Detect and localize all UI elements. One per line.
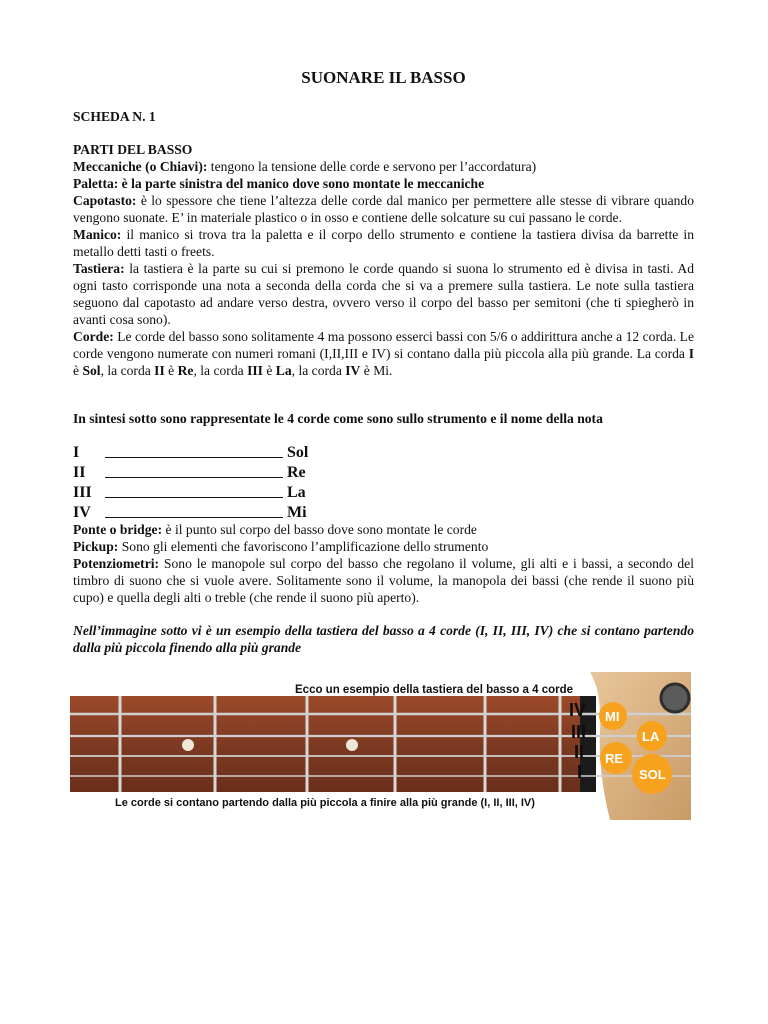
corde-roman-2: II [154,363,165,378]
page-title: SUONARE IL BASSO [301,68,466,87]
corde-note-1: Sol [82,363,101,378]
string-note: Re [287,464,306,481]
pickup-label: Pickup: [73,539,119,554]
parts-section [73,141,694,379]
corde-label: Corde: [73,329,114,344]
summary-text: In sintesi sotto sono rappresentate le 4 corde come sono sullo strumento e il nome della nota [73,411,603,426]
blank-line [105,463,283,478]
meccaniche-text: tengono la tensione delle corde e servono per l’accordatura) [207,159,537,174]
corde-paragraph [73,328,694,379]
fret-marker-dot [346,739,358,751]
note-label-mi: MI [605,709,620,724]
string-row [73,463,308,483]
corde-text: , la corda [291,363,346,378]
potenziometri-label: Potenziometri: [73,556,160,571]
corde-roman-4: IV [345,363,361,378]
tastiera-text: la tastiera è la parte su cui si premono le corde quando si suona lo strumento ed è divisa in tasti. Ad ogni tasto corrisponde una nota a seconda della corda che si va a premere sulla tastiera. Le note sulla tastiera seguono dal capotasto ad andare verso destra, ovvero verso il corpo del basso per semitoni (che ti spiegherò in avanti cosa sono). [73,261,694,327]
string-number: II [73,464,86,481]
section-title: PARTI DEL BASSO [73,142,193,157]
capotasto-paragraph [73,192,694,226]
caption-text: Nell’immagine sotto vi è un esempio della tastiera del basso a 4 corde (I, II, III, IV) che si contano partendo dalla più piccola finendo alla più grande [73,623,694,655]
capotasto-text: è lo spessore che tiene l’altezza delle corde dal manico per permettere alle stesse di vibrare quando vengono suonate. E’ in materiale plastico o in osso e contiene delle solcature su cui passano le corde. [73,193,694,225]
note-label-re: RE [605,751,624,766]
ponte-text: è il punto sul corpo del basso dove sono montate le corde [162,522,477,537]
corde-text: è Mi. [360,363,393,378]
figure-top-label: Ecco un esempio della tastiera del basso a 4 corde [295,684,574,696]
potenziometri-paragraph [73,555,694,606]
corde-roman-3: III [247,363,263,378]
hardware-section [73,521,694,606]
string-note: La [287,484,306,501]
corde-note-2: Re [177,363,194,378]
ponte-paragraph [73,521,694,538]
fretboard-figure [70,672,691,820]
fretboard [70,696,595,792]
meccaniche-paragraph [73,158,694,175]
paletta-paragraph: Paletta: è la parte sinistra del manico dove sono montate le meccaniche [73,176,485,191]
roman-label: II [573,742,584,762]
capotasto-label: Capotasto: [73,193,137,208]
blank-line [105,443,283,458]
potenziometri-text: Sono le manopole sul corpo del basso che regolano il volume, gli alti e i bassi, a secondo del timbro di suono che si vuole avere. Solitamente sono il volume, la manopola dei bassi (che rende il suono più cupo) e quella degli alti o treble (che rende il suono più aperto). [73,556,694,605]
blank-line [105,503,283,518]
fret-marker-dot [182,739,194,751]
summary-line [73,410,694,427]
figure-caption [73,622,694,656]
string-number: IV [73,504,91,521]
tastiera-paragraph [73,260,694,328]
string-number: III [73,484,92,501]
corde-text: Le corde del basso sono solitamente 4 ma possono esserci bassi con 5/6 o addirittura anche a 12 corda. Le corde vengono numerate con numeri romani (I,II,III e IV) si contano dalla più piccola alla più grande. La corda [73,329,694,361]
manico-label: Manico: [73,227,122,242]
ponte-label: Ponte o bridge: [73,522,163,537]
meccaniche-label: Meccaniche (o Chiavi): [73,159,208,174]
blank-line [105,483,283,498]
pickup-text: Sono gli elementi che favoriscono l’amplificazione dello strumento [118,539,489,554]
note-label-la: LA [642,729,660,744]
corde-note-3: La [275,363,292,378]
sheet-label: SCHEDA N. 1 [73,109,156,124]
strings-list [73,443,308,523]
roman-label: I [576,762,582,782]
figure-bottom-label: Le corde si contano partendo dalla più piccola a finire alla più grande (I, II, III, IV) [115,797,535,809]
corde-text: , la corda [193,363,248,378]
manico-paragraph [73,226,694,260]
corde-roman-1: I [688,346,694,361]
string-row [73,443,308,463]
manico-text: il manico si trova tra la paletta e il corpo dello strumento e contiene la tastiera divisa da barrette in metallo detti tasti o freets. [73,227,694,259]
string-number: I [73,444,80,461]
corde-text: è [262,363,276,378]
string-note: Sol [287,444,309,461]
string-row [73,503,308,523]
roman-label: IV [568,700,586,720]
corde-text: è [73,363,83,378]
string-note: Mi [287,504,307,521]
sheet-number [73,108,694,125]
string-row [73,483,308,503]
corde-text: , la corda [100,363,155,378]
tastiera-label: Tastiera: [73,261,125,276]
tuning-peg-icon [661,684,689,712]
corde-text: è [164,363,178,378]
roman-label: III [570,722,586,742]
pickup-paragraph [73,538,694,555]
note-label-sol: SOL [639,767,666,782]
